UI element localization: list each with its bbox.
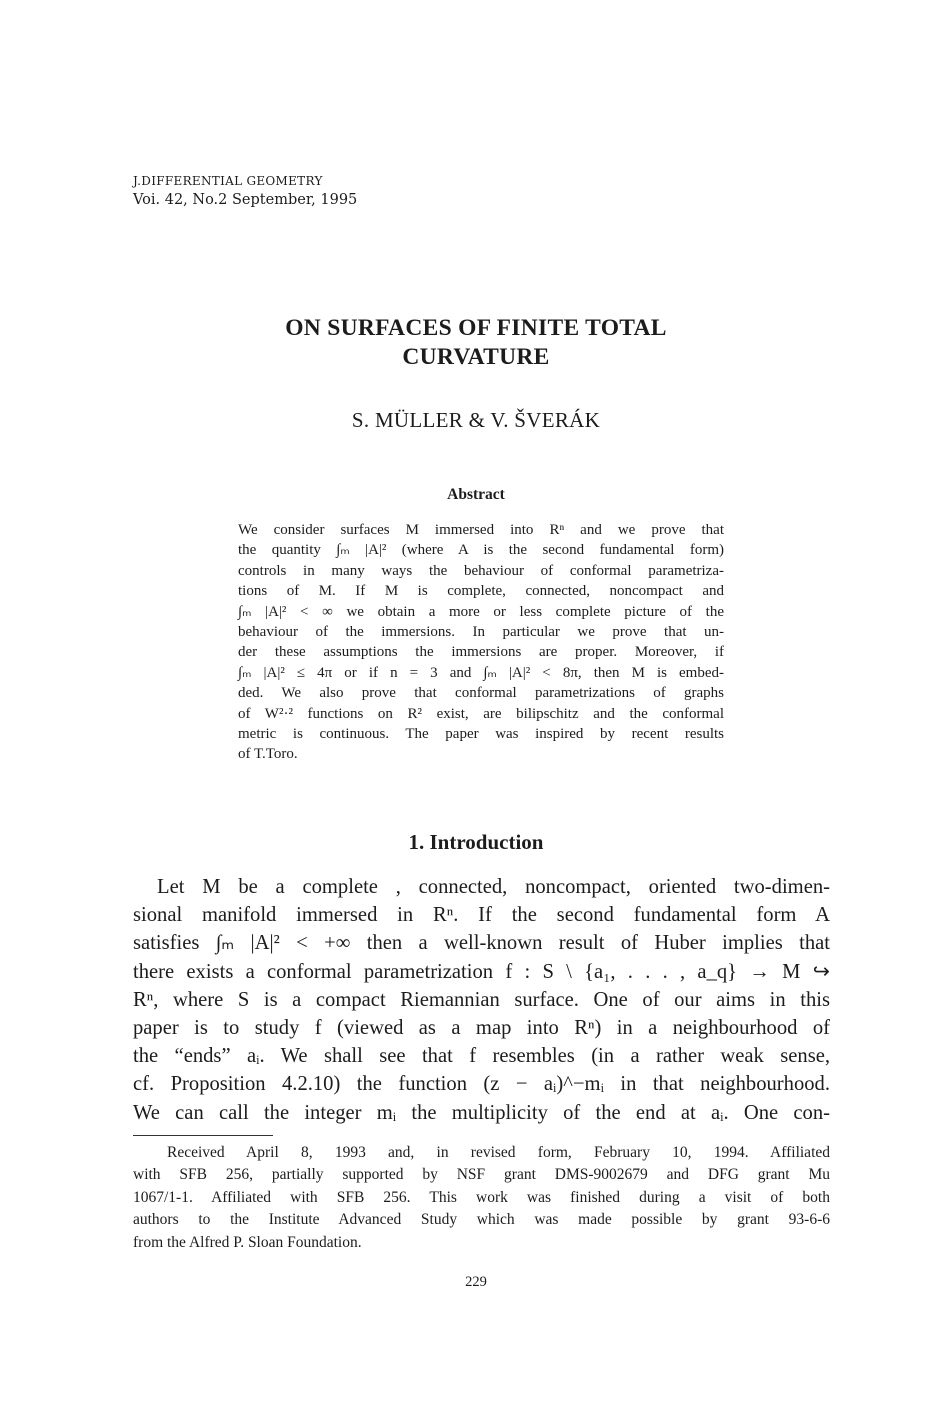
body-line: there exists a conformal parametrization f : S \ {a₁, . . . , a_q} → M ↪ — [133, 960, 830, 983]
body-line: Rⁿ, where S is a compact Riemannian surface. One of our aims in this — [133, 988, 830, 1011]
section-heading-introduction: 1. Introduction — [408, 830, 544, 854]
abstract-line: ∫ₘ |A|² < ∞ we obtain a more or less complete picture of the — [238, 603, 724, 620]
footnote-line: Received April 8, 1993 and, in revised form, February 10, 1994. Affiliated — [167, 1144, 830, 1161]
footnote-line: from the Alfred P. Sloan Foundation. — [133, 1233, 362, 1251]
abstract-text — [238, 520, 724, 765]
abstract-line: ded. We also prove that conformal parametrizations of graphs — [238, 685, 724, 702]
page-number: 229 — [465, 1274, 487, 1290]
abstract-line: behaviour of the immersions. In particular we prove that un- — [238, 624, 724, 641]
paper-authors: S. MÜLLER & V. ŠVERÁK — [351, 408, 601, 432]
footnote — [133, 1142, 830, 1254]
body-line: satisfies ∫ₘ |A|² < +∞ then a well-known result of Huber implies that — [133, 932, 830, 955]
abstract-line: the quantity ∫ₘ |A|² (where A is the second fundamental form) — [238, 542, 724, 559]
journal-name: J.DIFFERENTIAL GEOMETRY — [133, 174, 323, 188]
title-line-2: CURVATURE — [402, 344, 550, 370]
paper-title — [150, 314, 802, 372]
abstract-line: controls in many ways the behaviour of conformal parametriza- — [238, 562, 724, 579]
introduction-text — [133, 873, 830, 1127]
footnote-line: 1067/1-1. Affiliated with SFB 256. This work was finished during a visit of both — [133, 1188, 830, 1206]
body-line: sional manifold immersed in Rⁿ. If the second fundamental form A — [133, 904, 830, 927]
footnote-line: with SFB 256, partially supported by NSF grant DMS-9002679 and DFG grant Mu — [133, 1166, 830, 1184]
abstract-line: of W²·² functions on R² exist, are bilipschitz and the conformal — [238, 705, 724, 722]
body-line: We can call the integer mᵢ the multiplicity of the end at aᵢ. One con- — [133, 1101, 830, 1124]
abstract-line: tions of M. If M is complete, connected, noncompact and — [238, 583, 724, 600]
body-line: the “ends” aᵢ. We shall see that f resembles (in a rather weak sense, — [133, 1045, 830, 1068]
body-line: cf. Proposition 4.2.10) the function (z − aᵢ)^−mᵢ in that neighbourhood. — [133, 1073, 830, 1096]
footnote-line: authors to the Institute Advanced Study which was made possible by grant 93-6-6 — [133, 1211, 830, 1229]
abstract-line: of T.Toro. — [238, 746, 298, 763]
abstract-line: We consider surfaces M immersed into Rⁿ and we prove that — [238, 522, 724, 538]
title-line-1: ON SURFACES OF FINITE TOTAL — [285, 315, 667, 341]
abstract-line: der these assumptions the immersions are proper. Moreover, if — [238, 644, 724, 661]
body-line: Let M be a complete , connected, noncompact, oriented two-dimen- — [157, 876, 830, 898]
body-line: paper is to study f (viewed as a map into Rⁿ) in a neighbourhood of — [133, 1017, 830, 1040]
abstract-line: ∫ₘ |A|² ≤ 4π or if n = 3 and ∫ₘ |A|² < 8π, then M is embed- — [238, 664, 724, 681]
abstract-line: metric is continuous. The paper was inspired by recent results — [238, 726, 724, 743]
journal-issue: Voi. 42, No.2 September, 1995 — [133, 192, 358, 208]
abstract-heading: Abstract — [447, 486, 505, 503]
footnote-rule — [133, 1135, 273, 1136]
